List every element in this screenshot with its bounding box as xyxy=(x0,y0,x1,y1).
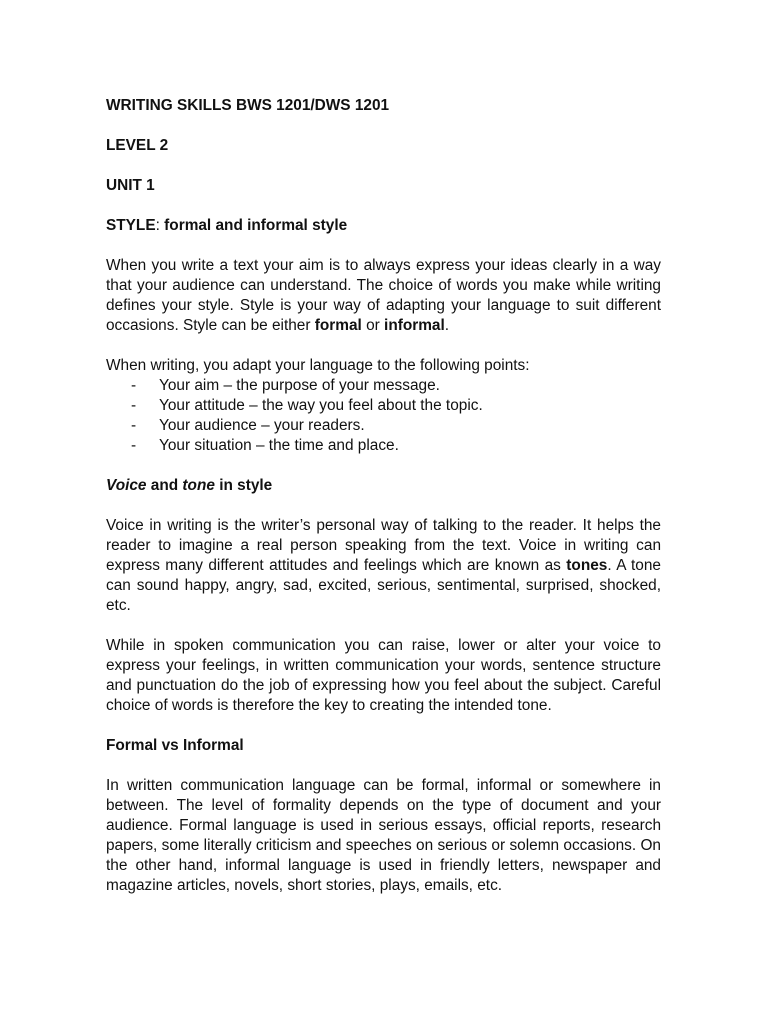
voice-rest: in style xyxy=(214,477,273,494)
bullet-dash: - xyxy=(131,417,137,434)
bullet-dash: - xyxy=(131,397,137,414)
intro-text: When you write a text your aim is to always express your ideas clearly in a way that your audience can understand. The choice of words you make while writing defines your style. Style is your way of adapting your language to suit different occasions. Style can be either xyxy=(106,257,661,334)
intro-paragraph xyxy=(106,256,661,336)
style-separator: : xyxy=(155,217,165,234)
voice-word: Voice xyxy=(106,477,147,494)
list-item xyxy=(106,396,661,416)
style-subtitle: formal and informal style xyxy=(164,217,348,234)
voice-text: Voice in writing is the writer’s personal way of talking to the reader. It helps the reader to imagine a real person speaking from the text. Voice in writing can express many different attitudes and feelings which are known as xyxy=(106,517,661,574)
bullet-dash: - xyxy=(131,377,137,394)
spoken-paragraph: While in spoken communication you can raise, lower or alter your voice to express your feelings, in written communication your words, sentence structure and punctuation do the job of expressing how you feel about the subject. Careful choice of words is therefore the key to creating the intended tone. xyxy=(106,637,661,714)
formal-informal-heading: Formal vs Informal xyxy=(106,737,244,754)
formal-term: formal xyxy=(314,317,362,334)
bullet-dash: - xyxy=(131,437,137,454)
tone-word: tone xyxy=(182,477,215,494)
list-item-text: Your audience – your readers. xyxy=(159,417,365,434)
unit-heading: UNIT 1 xyxy=(106,177,155,194)
list-item-text: Your situation – the time and place. xyxy=(159,437,399,454)
style-heading xyxy=(106,216,661,236)
document-title: WRITING SKILLS BWS 1201/DWS 1201 xyxy=(106,97,390,114)
voice-tone-heading xyxy=(106,476,661,496)
tones-term: tones xyxy=(566,557,608,574)
informal-term: informal xyxy=(384,317,445,334)
style-label: STYLE xyxy=(106,217,156,234)
list-item xyxy=(106,376,661,396)
intro-or: or xyxy=(361,317,385,334)
voice-paragraph xyxy=(106,516,661,616)
intro-end: . xyxy=(444,317,450,334)
formal-paragraph: In written communication language can be formal, informal or somewhere in between. The level of formality depends on the type of document and your audience. Formal language is used in serious essays, official reports, research papers, some literally criticism and speeches on serious or solemn occasions. On the other hand, informal language is used in friendly letters, newspaper and magazine articles, novels, short stories, plays, emails, etc. xyxy=(106,777,661,894)
level-heading: LEVEL 2 xyxy=(106,137,169,154)
adapt-points-list xyxy=(106,376,661,456)
document-page xyxy=(106,96,661,916)
adapt-intro: When writing, you adapt your language to the following points: xyxy=(106,357,530,374)
voice-and: and xyxy=(146,477,183,494)
list-item-text: Your attitude – the way you feel about the topic. xyxy=(159,397,483,414)
list-item xyxy=(106,416,661,436)
list-item xyxy=(106,436,661,456)
voice-end: . A tone can sound happy, angry, sad, excited, serious, sentimental, surprised, shocked, etc. xyxy=(106,557,661,614)
list-item-text: Your aim – the purpose of your message. xyxy=(159,377,440,394)
